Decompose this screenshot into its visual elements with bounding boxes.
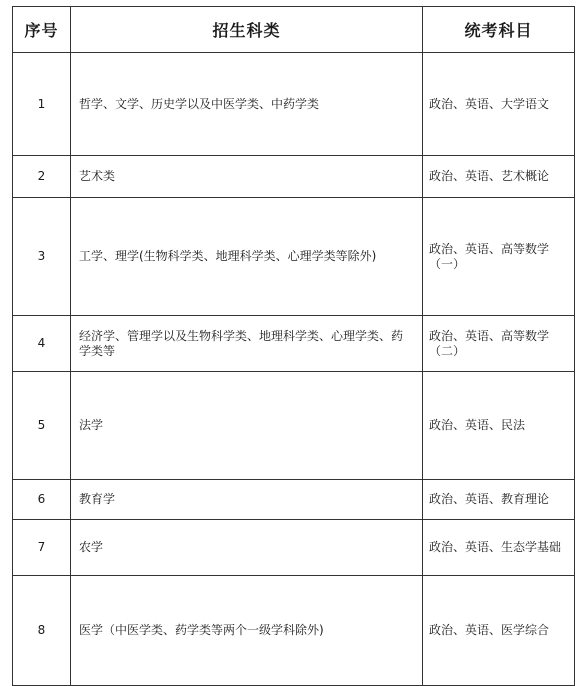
table-row <box>13 372 575 480</box>
table-row <box>13 576 575 686</box>
row-subjects: 政治、英语、医学综合 <box>423 576 575 686</box>
row-category: 医学（中医学类、药学类等两个一级学科除外) <box>71 576 423 686</box>
row-subjects: 政治、英语、高等数学（一） <box>423 198 575 316</box>
row-subjects: 政治、英语、教育理论 <box>423 480 575 520</box>
table-row <box>13 480 575 520</box>
exam-subjects-table <box>12 6 575 686</box>
row-category: 经济学、管理学以及生物科学类、地理科学类、心理学类、药学类等 <box>71 316 423 372</box>
row-subjects: 政治、英语、生态学基础 <box>423 520 575 576</box>
row-subjects: 政治、英语、高等数学（二） <box>423 316 575 372</box>
table-row <box>13 53 575 156</box>
row-subjects: 政治、英语、大学语文 <box>423 53 575 156</box>
table-header-row <box>13 7 575 53</box>
row-category: 哲学、文学、历史学以及中医学类、中药学类 <box>71 53 423 156</box>
row-category: 艺术类 <box>71 156 423 198</box>
row-number: 2 <box>13 156 71 198</box>
row-category: 教育学 <box>71 480 423 520</box>
row-number: 5 <box>13 372 71 480</box>
table-row <box>13 316 575 372</box>
row-number: 6 <box>13 480 71 520</box>
row-category: 工学、理学(生物科学类、地理科学类、心理学类等除外) <box>71 198 423 316</box>
row-number: 4 <box>13 316 71 372</box>
row-category: 农学 <box>71 520 423 576</box>
table-row <box>13 198 575 316</box>
row-number: 3 <box>13 198 71 316</box>
row-subjects: 政治、英语、艺术概论 <box>423 156 575 198</box>
header-subjects: 统考科目 <box>423 7 575 53</box>
row-number: 7 <box>13 520 71 576</box>
row-number: 1 <box>13 53 71 156</box>
row-subjects: 政治、英语、民法 <box>423 372 575 480</box>
row-category: 法学 <box>71 372 423 480</box>
row-number: 8 <box>13 576 71 686</box>
table-row <box>13 520 575 576</box>
table-row <box>13 156 575 198</box>
header-category: 招生科类 <box>71 7 423 53</box>
header-number: 序号 <box>13 7 71 53</box>
